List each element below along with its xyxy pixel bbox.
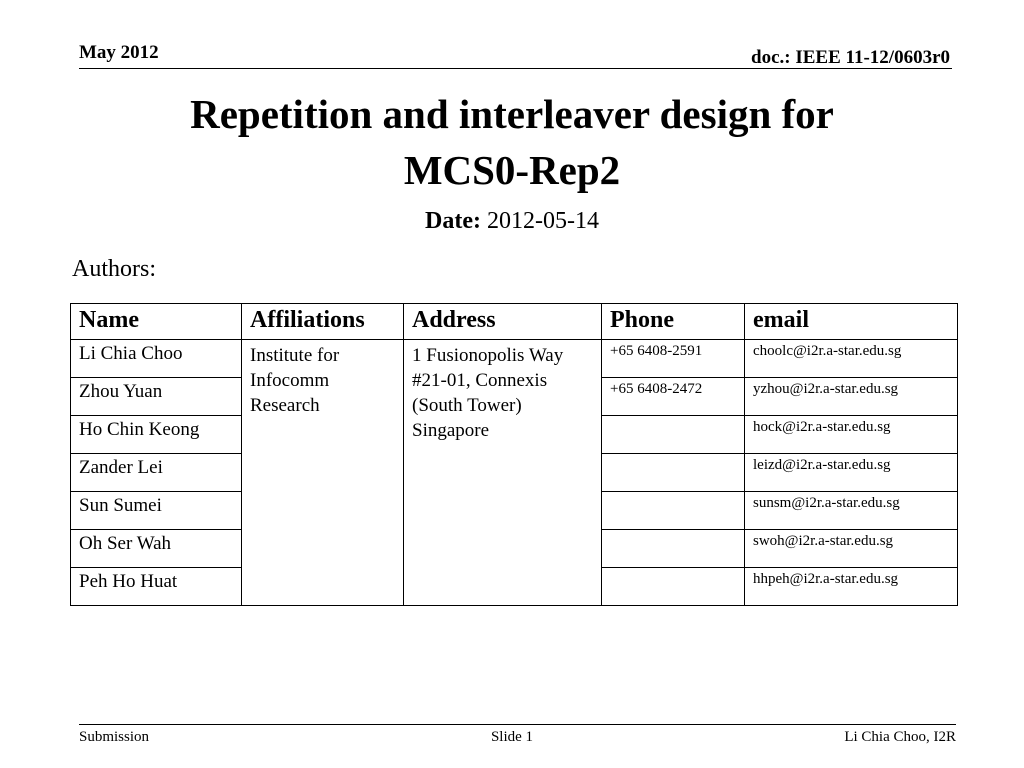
header-phone: Phone — [602, 304, 745, 340]
date-value: 2012-05-14 — [486, 208, 599, 234]
author-name: Li Chia Choo — [71, 340, 242, 378]
slide-title-line-1: Repetition and interleaver design for — [190, 91, 834, 137]
author-phone — [602, 492, 745, 530]
header-email: email — [745, 304, 958, 340]
author-phone — [602, 454, 745, 492]
author-email: sunsm@i2r.a-star.edu.sg — [745, 492, 958, 530]
authors-table — [70, 303, 958, 606]
author-phone: +65 6408-2591 — [602, 340, 745, 378]
header-address: Address — [404, 304, 602, 340]
address-line: (South Tower) — [412, 395, 522, 416]
author-name: Sun Sumei — [71, 492, 242, 530]
author-phone — [602, 416, 745, 454]
footer-author: Li Chia Choo, I2R — [844, 729, 956, 745]
header-name: Name — [71, 304, 242, 340]
address-line: 1 Fusionopolis Way — [412, 345, 564, 366]
address-line: Singapore — [412, 420, 490, 441]
footer-submission: Submission — [79, 729, 150, 745]
author-email: choolc@i2r.a-star.edu.sg — [745, 340, 958, 378]
author-name: Zhou Yuan — [71, 378, 242, 416]
header-divider — [79, 68, 952, 69]
footer-slide-number: Slide 1 — [490, 729, 534, 745]
table-row — [71, 340, 958, 378]
author-email: leizd@i2r.a-star.edu.sg — [745, 454, 958, 492]
slide-title-line-2: MCS0-Rep2 — [403, 147, 621, 193]
affiliation-cell — [242, 340, 404, 606]
slide-title — [60, 86, 964, 198]
header-date: May 2012 — [79, 42, 159, 63]
date-line — [0, 208, 1024, 235]
affiliation-line: Research — [250, 395, 320, 416]
footer-divider — [79, 724, 956, 725]
date-label: Date: — [425, 208, 481, 234]
author-phone — [602, 530, 745, 568]
author-email: hhpeh@i2r.a-star.edu.sg — [745, 568, 958, 606]
header-doc-id: doc.: IEEE 11-12/0603r0 — [751, 47, 950, 68]
author-email: yzhou@i2r.a-star.edu.sg — [745, 378, 958, 416]
author-name: Peh Ho Huat — [71, 568, 242, 606]
author-phone: +65 6408-2472 — [602, 378, 745, 416]
address-cell — [404, 340, 602, 606]
author-email: hock@i2r.a-star.edu.sg — [745, 416, 958, 454]
affiliation-line: Institute for — [250, 345, 340, 366]
authors-label: Authors: — [72, 256, 156, 282]
affiliation-line: Infocomm — [250, 370, 330, 391]
author-name: Ho Chin Keong — [71, 416, 242, 454]
table-header-row — [71, 304, 958, 340]
author-name: Zander Lei — [71, 454, 242, 492]
author-phone — [602, 568, 745, 606]
header-affiliations: Affiliations — [242, 304, 404, 340]
author-name: Oh Ser Wah — [71, 530, 242, 568]
author-email: swoh@i2r.a-star.edu.sg — [745, 530, 958, 568]
address-line: #21-01, Connexis — [412, 370, 548, 391]
